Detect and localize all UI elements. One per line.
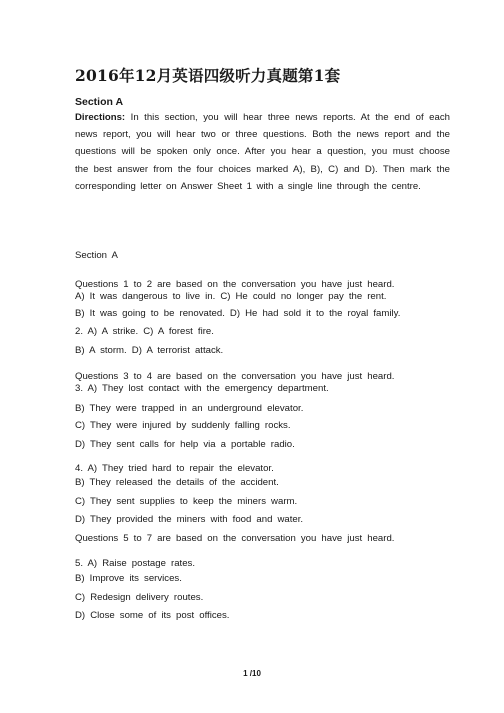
answer-option-line: C) They sent supplies to keep the miners warm.	[75, 496, 298, 507]
answer-option-line: D) They provided the miners with food and water.	[75, 514, 304, 525]
question-line: 2. A) A strike. C) A forest fire.	[75, 326, 214, 337]
question-group-header: Questions 1 to 2 are based on the conversation you have just heard.	[75, 279, 395, 290]
question-group-header: Questions 5 to 7 are based on the conversation you have just heard.	[75, 533, 395, 544]
answer-option-line: C) Redesign delivery routes.	[75, 592, 204, 603]
directions-paragraph	[75, 109, 450, 195]
answer-option-line: B) A storm. D) A terrorist attack.	[75, 345, 224, 356]
directions-label: Directions:	[75, 112, 126, 123]
question-line: 4. A) They tried hard to repair the elevator.	[75, 463, 274, 474]
answer-option-line: B) They released the details of the accident.	[75, 477, 279, 488]
answer-option-line: C) They were injured by suddenly falling rocks.	[75, 420, 291, 431]
answer-option-line: D) They sent calls for help via a portable radio.	[75, 439, 295, 450]
document-title: 2016年12月英语四级听力真题第1套	[75, 66, 341, 85]
directions-text: In this section, you will hear three news reports. At the end of each news report, you will hear two or three questions. Both the news report and the questions will be spoken only once. After you hear a question, you must choose the best answer from the four choices marked A), B), C) and D). Then mark the corresponding letter on Answer Sheet 1 with a single line through the centre.	[75, 112, 450, 192]
page-number: 1 /10	[243, 669, 261, 678]
question-line: 3. A) They lost contact with the emergency department.	[75, 383, 329, 394]
answer-option-line: B) It was going to be renovated. D) He had sold it to the royal family.	[75, 308, 401, 319]
section-heading: Section A	[75, 96, 124, 108]
section-label: Section A	[75, 250, 118, 261]
question-group-header: Questions 3 to 4 are based on the conversation you have just heard.	[75, 371, 395, 382]
answer-option-line: A) It was dangerous to live in. C) He could no longer pay the rent.	[75, 291, 387, 302]
answer-option-line: B) They were trapped in an underground elevator.	[75, 403, 304, 414]
answer-option-line: B) Improve its services.	[75, 573, 182, 584]
question-line: 5. A) Raise postage rates.	[75, 558, 195, 569]
answer-option-line: D) Close some of its post offices.	[75, 610, 230, 621]
